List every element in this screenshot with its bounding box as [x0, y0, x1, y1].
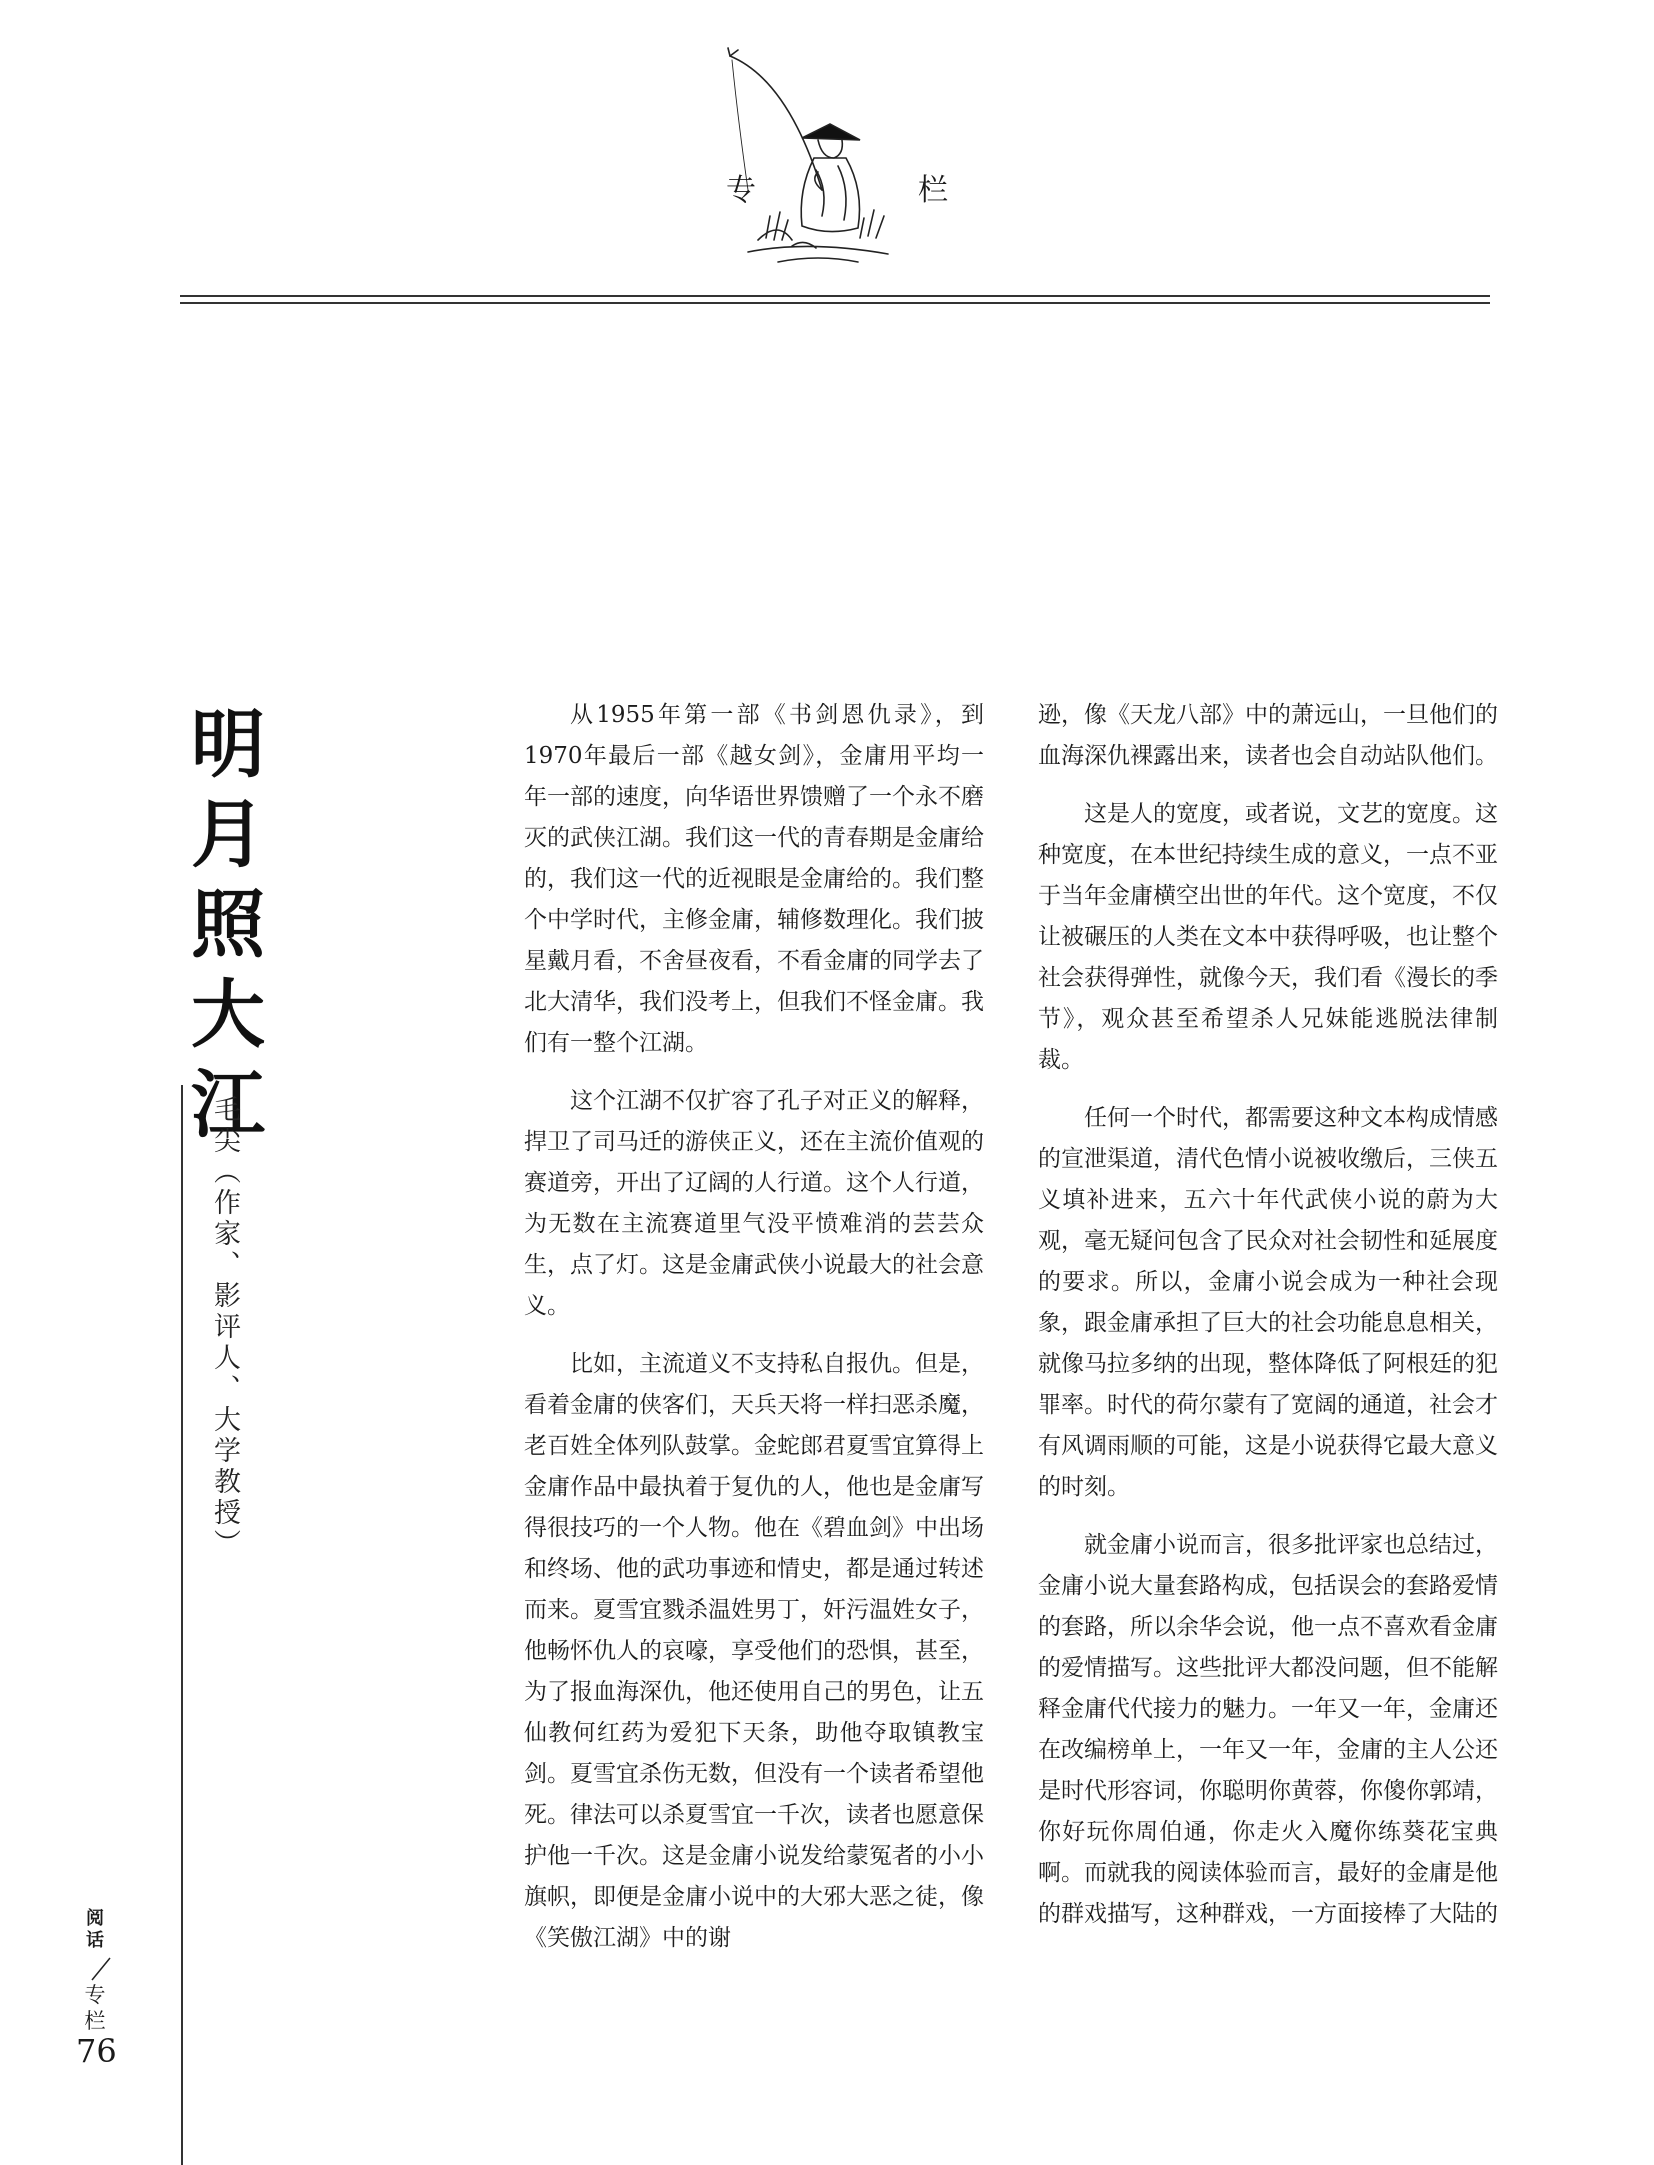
fisherman-illustration: [718, 40, 898, 270]
article-title: [183, 700, 273, 1150]
title-char: 江: [191, 1062, 265, 1148]
page-number: 76: [76, 2032, 117, 2070]
paragraph: 从1955年第一部《书剑恩仇录》，到1970年最后一部《越女剑》，金庸用平均一年一部的速度，向华语世界馈赠了一个永不磨灭的武侠江湖。我们这一代的青春期是金庸给的，我们这一代的近视眼是金庸给的。我们整个中学时代，主修金庸，辅修数理化。我们披星戴月看，不舍昼夜看，不看金庸的同学去了北大清华，我们没考上，但我们不怪金庸。我们有一整个江湖。: [524, 702, 984, 1056]
slash-icon: [86, 1956, 116, 1982]
paragraph: 这是人的宽度，或者说，文艺的宽度。这种宽度，在本世纪持续生成的意义，一点不亚于当年金庸横空出世的年代。这个宽度，不仅让被碾压的人类在文本中获得呼吸，也让整个社会获得弹性，就像今天，我们看《漫长的季节》，观众甚至希望杀人兄妹能逃脱法律制裁。: [1038, 801, 1498, 1073]
paragraph: 就金庸小说而言，很多批评家也总结过，金庸小说大量套路构成，包括误会的套路爱情的套路，所以余华会说，他一点不喜欢看金庸的爱情描写。这些批评大都没问题，但不能解释金庸代代接力的魅力。一年又一年，金庸还在改编榜单上，一年又一年，金庸的主人公还是时代形容词，你聪明你黄蓉，你傻你郭靖，你好玩你周伯通，你走火入魔你练葵花宝典啊。而就我的阅读体验而言，最好的金庸是他的群戏描写，这种群戏，一方面接棒了大陆的: [1038, 1532, 1498, 1927]
title-char: 大: [191, 972, 265, 1058]
title-divider-line: [181, 1085, 183, 2165]
body-column-right: [1038, 695, 1498, 1952]
author-byline: 毛尖（作家、影评人、大学教授）: [209, 1095, 240, 1560]
body-column-left: [524, 695, 984, 1976]
title-char: 照: [191, 882, 265, 968]
section-name: 专栏: [84, 1983, 106, 2033]
header-rule-top: [180, 295, 1490, 297]
paragraph: 这个江湖不仅扩容了孔子对正义的解释，捍卫了司马迁的游侠正义，还在主流价值观的赛道旁，开出了辽阔的人行道。这个人行道，为无数在主流赛道里气没平愤难消的芸芸众生，点了灯。这是金庸武侠小说最大的社会意义。: [524, 1088, 984, 1319]
title-char: 明: [191, 702, 265, 788]
paragraph: 任何一个时代，都需要这种文本构成情感的宣泄渠道，清代色情小说被收缴后，三侠五义填补进来，五六十年代武侠小说的蔚为大观，毫无疑问包含了民众对社会韧性和延展度的要求。所以，金庸小说会成为一种社会现象，跟金庸承担了巨大的社会功能息息相关，就像马拉多纳的出现，整体降低了阿根廷的犯罪率。时代的荷尔蒙有了宽阔的通道，社会才有风调雨顺的可能，这是小说获得它最大意义的时刻。: [1038, 1105, 1498, 1500]
magazine-name: 阅话: [86, 1908, 104, 1951]
title-char: 月: [191, 792, 265, 878]
column-label-char-1: 专: [726, 173, 756, 208]
paragraph: 比如，主流道义不支持私自报仇。但是，看着金庸的侠客们，天兵天将一样扫恶杀魔，老百姓全体列队鼓掌。金蛇郎君夏雪宜算得上金庸作品中最执着于复仇的人，他也是金庸写得很技巧的一个人物。他在《碧血剑》中出场和终场、他的武功事迹和情史，都是通过转述而来。夏雪宜戮杀温姓男丁，奸污温姓女子，他畅怀仇人的哀嚎，享受他们的恐惧，甚至，为了报血海深仇，他还使用自己的男色，让五仙教何红药为爱犯下天条，助他夺取镇教宝剑。夏雪宜杀伤无数，但没有一个读者希望他死。律法可以杀夏雪宜一千次，读者也愿意保护他一千次。这是金庸小说发给蒙冤者的小小旗帜，即便是金庸小说中的大邪大恶之徒，像《笑傲江湖》中的谢: [524, 1351, 984, 1951]
column-label-char-2: 栏: [918, 173, 948, 208]
header-rule-bottom: [180, 302, 1490, 304]
paragraph-continued: 逊，像《天龙八部》中的萧远山，一旦他们的血海深仇裸露出来，读者也会自动站队他们。: [1038, 702, 1498, 769]
